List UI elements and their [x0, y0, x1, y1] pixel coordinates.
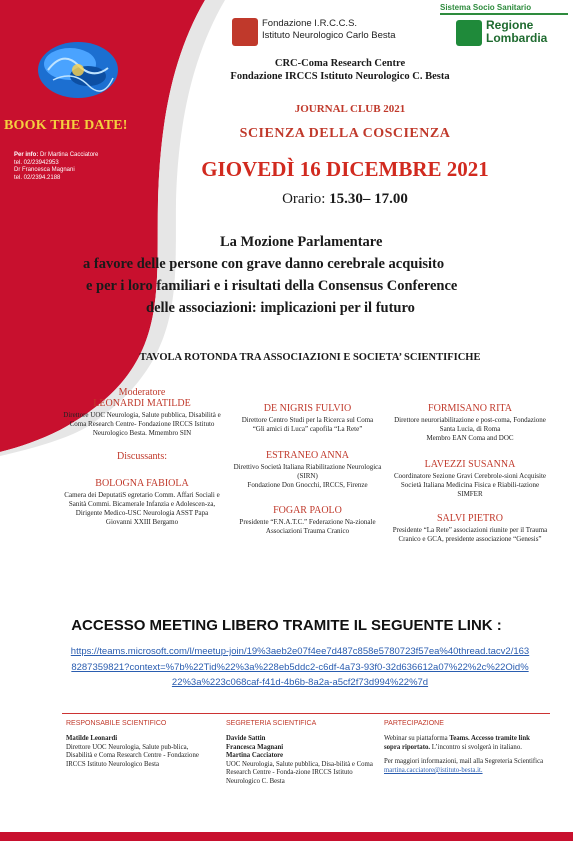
footer-heading: PARTECIPAZIONE: [384, 720, 444, 727]
info-line: Dr Francesca Magnani: [14, 167, 75, 173]
brain-icon: [28, 30, 128, 110]
round-table-heading: TAVOLA ROTONDA TRA ASSOCIAZIONI E SOCIETA’ SCIENTIFICHE: [139, 352, 481, 363]
time-label: Orario:: [282, 191, 326, 207]
footer-name: Martina Cacciatore: [226, 752, 284, 760]
footer-text: Webinar su piattaforma: [384, 735, 448, 742]
crc-line: Fondazione IRCCS Istituto Neurologico C. Besta: [230, 71, 450, 82]
speaker-column-2: [225, 403, 390, 536]
ssr-label: Sistema Socio Sanitario: [440, 3, 532, 12]
speaker-name: ESTRANEO ANNA: [265, 450, 350, 461]
speaker-name: FORMISANO RITA: [428, 403, 512, 414]
title-line: a favore delle persone con grave danno cerebrale acquisito: [83, 256, 445, 272]
speaker-column-3: [390, 403, 550, 544]
speaker-desc: “Gli amici di Luca” capofila “La Rete”: [252, 425, 363, 433]
access-heading: ACCESSO MEETING LIBERO TRAMITE IL SEGUENTE LINK :: [71, 617, 502, 634]
footer-col-responsabile: [66, 720, 216, 775]
footer-bold: Teams. Accesso tramite link sopra riportato.: [384, 735, 530, 751]
info-line: tel. 02/2394.2188: [14, 174, 61, 181]
footer-text: L’incontro si svolgerà in italiano.: [431, 743, 522, 751]
moderator-label: Moderatore: [118, 387, 166, 398]
speaker-desc: Società Italiana Medicina Fisica e Riabili-tazione SIMFER: [400, 481, 540, 498]
info-label: Per info:: [14, 152, 39, 158]
info-line: tel. 02/23942953: [14, 159, 59, 166]
crc-heading: [200, 57, 480, 83]
besta-logo-icon: [232, 18, 258, 46]
speaker-desc: Direttore UOC Neurologia, Salute pubblica, Disabilità e Coma Research Centre- Fondazione IRCCS Istituto Neurologico Besta. Mmembro SIN: [63, 411, 221, 437]
speaker-name: LAVEZZI SUSANNA: [424, 459, 516, 470]
speaker-desc: Presidente “F.N.A.T.C.” Federazione Na-zionale Associazioni Trauma Cranico: [239, 518, 376, 535]
book-the-date-banner: BOOK THE DATE!: [4, 118, 128, 133]
regione-line: Regione: [486, 18, 534, 32]
footer-heading: SEGRETERIA SCIENTIFICA: [226, 720, 317, 727]
series-title: SCIENZA DELLA COSCIENZA: [239, 126, 451, 141]
speaker-desc: Presidente “La Rete” associazioni riunite per il Trauma Cranico e GCA, presidente associazione “Genesis”: [392, 526, 548, 543]
footer-info: [62, 713, 550, 834]
speaker-name: SALVI PIETRO: [436, 513, 504, 524]
footer-col-partecipazione: [384, 720, 544, 781]
contact-info: [14, 152, 124, 182]
journal-club-title: JOURNAL CLUB 2021: [294, 103, 406, 115]
speaker-column-1: [62, 387, 222, 527]
besta-logo-text: [262, 18, 396, 42]
speaker-name: BOLOGNA FABIOLA: [95, 478, 189, 489]
besta-line: Istituto Neurologico Carlo Besta: [262, 30, 396, 41]
title-line: La Mozione Parlamentare: [220, 234, 383, 250]
speaker-name: FOGAR PAOLO: [273, 505, 342, 516]
footer-text: Per maggiori informazioni, mail alla Segreteria Scientifica: [384, 758, 544, 766]
contact-email-link[interactable]: martina.cacciatore@istituto-besta.it.: [384, 766, 483, 774]
regione-lombardia-text: [486, 19, 547, 45]
title-line: e per i loro familiari e i risultati della Consensus Conference: [86, 278, 458, 294]
time-value: 15.30– 17.00: [329, 191, 408, 207]
besta-line: Fondazione I.R.C.C.S.: [262, 18, 358, 29]
event-time: [230, 191, 460, 208]
footer-desc: UOC Neurologia, Salute pubblica, Disa-bilità e Coma Research Centre - Fonda-zione IRCCS Istituto Neurologico C. Besta: [226, 760, 373, 785]
speaker-name: LEONARDI MATILDE: [93, 398, 191, 409]
event-title: [0, 231, 573, 319]
footer-name: Francesca Magnani: [226, 743, 284, 751]
speaker-desc: Direttore neuroriabilitazione e post-coma, Fondazione Santa Lucia, di Roma: [394, 416, 546, 433]
speaker-desc: Direttore Centro Studi per la Ricerca sul Coma: [241, 416, 374, 424]
speaker-name: DE NIGRIS FULVIO: [263, 403, 352, 414]
speaker-desc: Fondazione Don Gnocchi, IRCCS, Firenze: [247, 481, 368, 489]
speaker-desc: Membro EAN Coma and DOC: [426, 434, 514, 442]
crc-line: CRC-Coma Research Centre: [274, 58, 406, 69]
info-line: Dr Martina Cacciatore: [40, 152, 99, 158]
speaker-desc: Direttivo Società Italiana Riabilitazione Neurologica (SIRN): [233, 463, 382, 480]
footer-name: Davide Sattin: [226, 735, 266, 742]
regione-line: Lombardia: [486, 31, 548, 45]
title-line: delle associazioni: implicazioni per il futuro: [146, 300, 415, 316]
speaker-desc: Dirigente Medico-USC Neurologia ASST Papa Giovanni XXIII Bergamo: [75, 509, 209, 526]
footer-name: Matilde Leonardi: [66, 735, 118, 742]
footer-col-segreteria: [226, 720, 378, 793]
meeting-link[interactable]: https://teams.microsoft.com/l/meetup-join/19%3aeb2e07f4ee7d487c858e5780723f57ea%40thread.tacv2/1638287359821?context=%7b%22Tid%22%3a%228eb5ddc2-c6df-4a73-93f0-32d636612a07%22%2c%22Oid%22%3a%223c068caf-f41d-4b6b-8a2a-a5cf2f73d994%22%7d: [70, 646, 530, 688]
footer-heading: RESPONSABILE SCIENTIFICO: [66, 720, 167, 727]
ssr-divider: [440, 13, 568, 15]
speaker-desc: Coordinatore Sezione Gravi Cerebrole-sioni Acquisite: [393, 472, 546, 480]
event-date: GIOVEDÌ 16 DICEMBRE 2021: [201, 157, 489, 181]
regione-lombardia-logo-icon: [456, 20, 482, 46]
speaker-desc: Camera dei DeputatiS egretario Comm. Affari Sociali e Sanità Commi. Bicamerale Infanzia e Adolescen-za,: [64, 491, 220, 508]
discussants-label: Discussants:: [117, 451, 167, 462]
footer-desc: Direttore UOC Neurologia, Salute pub-blica, Disabilità e Coma Research Centre - Fondazione IRCCS Istituto Neurologico Besta: [66, 743, 199, 768]
